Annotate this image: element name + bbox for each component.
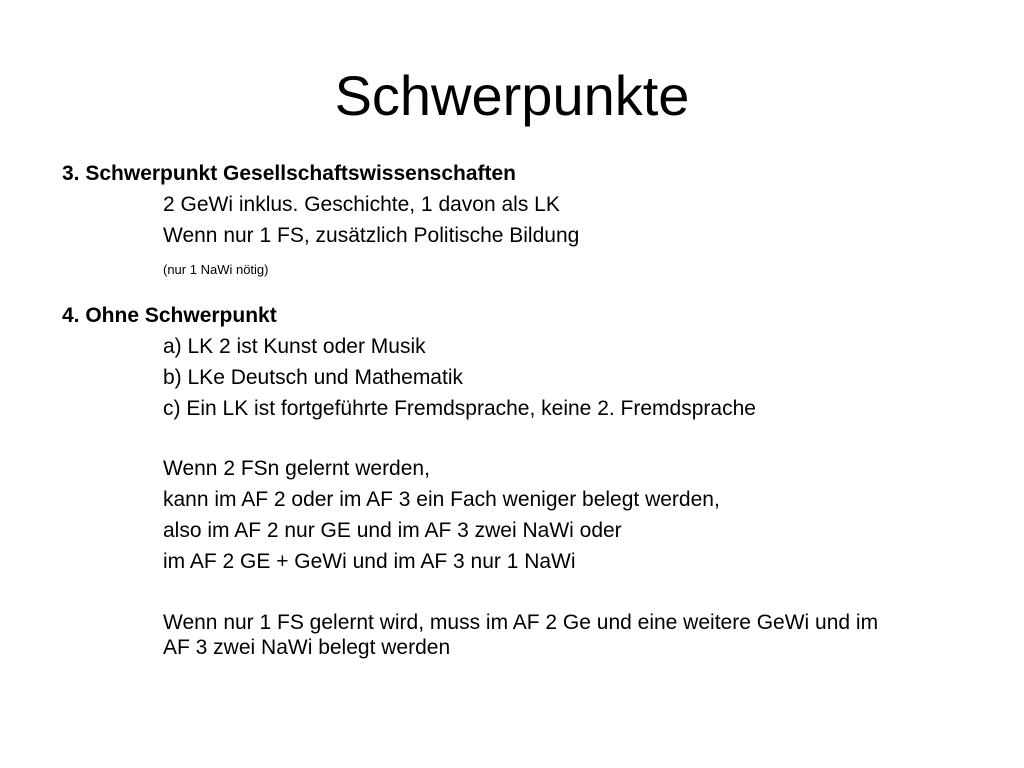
section-4-heading: 4. Ohne Schwerpunkt: [62, 304, 277, 327]
section-3-heading: 3. Schwerpunkt Gesellschaftswissenschaften: [62, 162, 517, 185]
one-fs-line-2: AF 3 zwei NaWi belegt werden: [163, 636, 451, 659]
two-fs-line-4: im AF 2 GE + GeWi und im AF 3 nur 1 NaWi: [163, 550, 576, 573]
section-3-note: (nur 1 NaWi nötig): [163, 262, 269, 277]
slide-title: Schwerpunkte: [334, 64, 690, 127]
section-3-line-1: 2 GeWi inklus. Geschichte, 1 davon als LK: [163, 193, 560, 216]
section-4-item-c: c) Ein LK ist fortgeführte Fremdsprache, keine 2. Fremdsprache: [163, 397, 756, 420]
one-fs-line-1: Wenn nur 1 FS gelernt wird, muss im AF 2 Ge und eine weitere GeWi und im: [163, 611, 879, 634]
section-4-item-b: b) LKe Deutsch und Mathematik: [163, 366, 463, 389]
two-fs-line-3: also im AF 2 nur GE und im AF 3 zwei NaWi oder: [163, 519, 622, 542]
section-4-item-a: a) LK 2 ist Kunst oder Musik: [163, 335, 426, 358]
two-fs-line-2: kann im AF 2 oder im AF 3 ein Fach weniger belegt werden,: [163, 488, 720, 511]
section-3-line-2: Wenn nur 1 FS, zusätzlich Politische Bildung: [163, 224, 580, 247]
two-fs-line-1: Wenn 2 FSn gelernt werden,: [163, 457, 430, 480]
